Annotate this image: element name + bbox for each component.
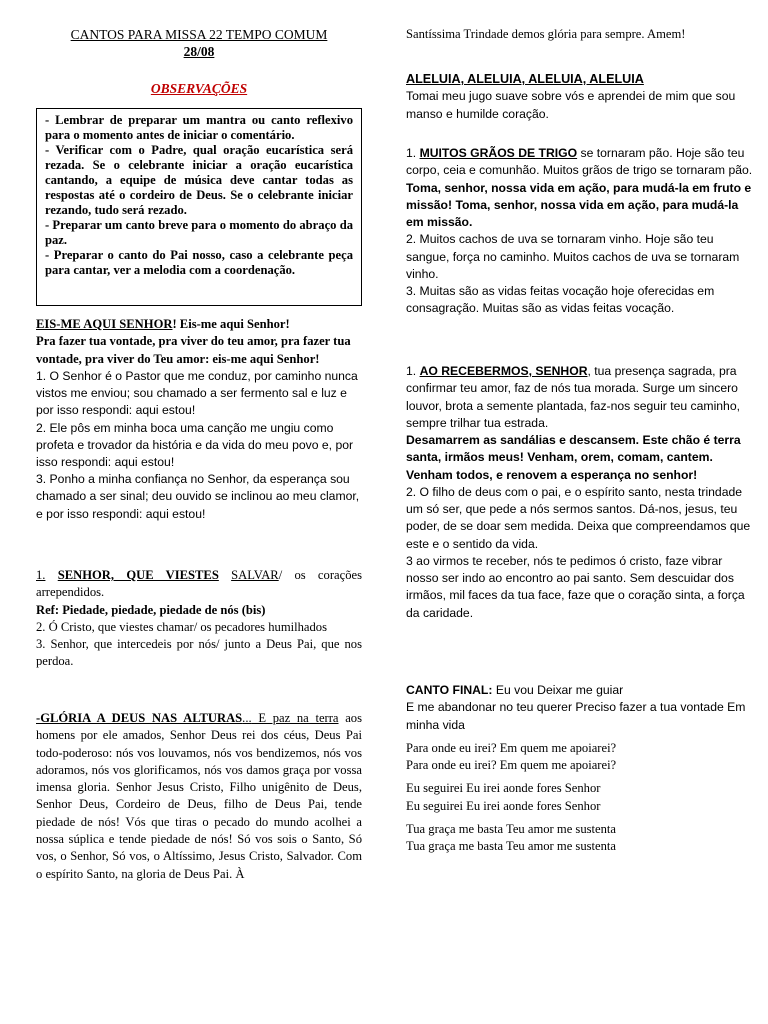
song-title: CANTO FINAL: <box>406 683 493 697</box>
canto-final-line: E me abandonar no teu querer Preciso fazer a tua vontade Em minha vida <box>406 700 746 732</box>
song-heading: EIS-ME AQUI SENHOR! Eis-me aqui Senhor! <box>36 317 290 331</box>
song-verse: 3. Ponho a minha confiança no Senhor, da esperança sou chamado a ser sinal; deu ouvido se inclinou ao meu clamor, e por isso respondi: aqui estou! <box>36 472 360 521</box>
canto-final-line: Para onde eu irei? Em quem me apoiarei? <box>406 740 617 755</box>
song-eis-me-aqui <box>36 316 362 523</box>
song-verse: 3 ao virmos te receber, nós te pedimos ó cristo, faze vibrar nosso ser indo ao encontro ao pai santo. Sem descuidar dos irmãos, mil faces da tua face, faze que o coração sinta, a força da caridade. <box>406 553 745 620</box>
song-refrain: Toma, senhor, nossa vida em ação, para mudá-la em fruto e missão! Toma, senhor, nossa vida em ação, para mudá-la em missão. <box>406 180 752 230</box>
canto-final-line: Tua graça me basta Teu amor me sustenta <box>406 839 617 854</box>
observacao-item: - Preparar um canto breve para o momento do abraço da paz. <box>45 218 353 247</box>
song-title: MUITOS GRÃOS DE TRIGO <box>419 146 578 160</box>
song-heading: 1. AO RECEBERMOS, SENHOR, tua presença sagrada, pra confirmar teu amor, faz de nós tua morada. Surge um sincero louvor, brota a semente plantada, faz-nos seguir teu caminho, sempre trilhar tua estrada. <box>406 364 741 430</box>
song-verse: 2. Ó Cristo, que viestes chamar/ os pecadores humilhados <box>36 619 327 634</box>
observacao-item: - Verificar com o Padre, qual oração eucarística será rezada. Se o celebrante iniciar a oração eucarística cantando, a equipe de música deve cantar todas as respostas até o cordeiro de Deus. Se o celebrante iniciar rezando, tudo será rezado. <box>45 143 353 217</box>
canto-final-line: Eu seguirei Eu irei aonde fores Senhor <box>406 798 601 813</box>
song-refrain: Pra fazer tua vontade, pra viver do teu amor, pra fazer tua vontade, pra viver do Teu amor: eis-me aqui Senhor! <box>36 334 351 366</box>
song-title: SENHOR, QUE VIESTES <box>57 568 219 582</box>
observacao-item: - Lembrar de preparar um mantra ou canto reflexivo para o momento antes de iniciar o comentário. <box>45 113 353 142</box>
song-heading: CANTO FINAL: Eu vou Deixar me guiar <box>406 683 624 697</box>
song-ao-recebermos <box>406 363 758 622</box>
canto-final-line: Eu seguirei Eu irei aonde fores Senhor <box>406 781 601 796</box>
song-heading: 1. MUITOS GRÃOS DE TRIGO se tornaram pão. Hoje são teu corpo, ceia e comunhão. Muitos grãos de trigo se tornaram pão. <box>406 146 753 178</box>
song-aleluia <box>406 71 758 123</box>
observacao-item: - Preparar o canto do Pai nosso, caso a celebrante peça para cantar, ver a melodia com a coordenação. <box>45 248 353 277</box>
song-verse: 1. O Senhor é o Pastor que me conduz, por caminho nunca vistos me enviou; sou chamado a ser fermento sal e luz e por isso respondi: aqui estou! <box>36 368 358 418</box>
page-title <box>36 26 362 60</box>
song-verse: 3. Muitas são as vidas feitas vocação hoje oferecidas em consagração. Muitas são as vidas feitas vocação. <box>406 284 715 316</box>
canto-final-line: Tua graça me basta Teu amor me sustenta <box>406 822 617 837</box>
observacoes-heading: OBSERVAÇÕES <box>150 81 248 96</box>
song-canto-final <box>406 682 758 856</box>
song-heading: 1. SENHOR, QUE VIESTES SALVAR/ os corações arrependidos. <box>36 568 362 600</box>
song-title: AO RECEBERMOS, SENHOR <box>419 364 588 378</box>
gloria-continuation: Santíssima Trindade demos glória para sempre. Amem! <box>406 27 686 41</box>
aleluia-text: Tomai meu jugo suave sobre vós e aprendei de mim que sou manso e humilde coração. <box>406 89 736 121</box>
song-verse: 2. Muitos cachos de uva se tornaram vinho. Hoje são teu sangue, força no caminho. Muitos cachos de uva se tornaram vinho. <box>406 232 740 281</box>
observacoes-box <box>36 108 362 306</box>
mass-title: CANTOS PARA MISSA 22 TEMPO COMUM <box>70 27 328 42</box>
canto-final-line: Para onde eu irei? Em quem me apoiarei? <box>406 758 617 773</box>
song-verse: 2. O filho de deus com o pai, e o espírito santo, nesta trindade um só ser, que pede a nós sermos santos. Dá-nos, jesus, teu poder, de se doar sem medida. Deixa que compreendamos que este e o sentido da vida. <box>406 485 751 551</box>
song-verse: 3. Senhor, que intercedeis por nós/ junto a Deus Pai, que nos perdoa. <box>36 637 362 669</box>
song-refrain: Desamarrem as sandálias e descansem. Este chão é terra santa, irmãos meus! Venham, orem, comam, cantem. Venham todos, e renovem a esperança no senhor! <box>406 433 741 482</box>
song-gloria <box>36 710 362 883</box>
mass-date: 28/08 <box>183 44 215 59</box>
gloria-text: -GLÓRIA A DEUS NAS ALTURAS... E paz na terra aos homens por ele amados, Senhor Deus rei dos céus, Deus Pai todo-poderoso: nós vos louvamos, nós vos bendizemos, nós vos adoramos, nós vos glorificamos, nós vos damos graça por vossa imensa gloria. Senhor Jesus Cristo, Filho unigênito de Deus, Senhor Deus, Cordeiro de Deus, filho de Deus Pai, tende piedade de nós! Vós que tiras o pecado do mundo acolhei a nossa súplica e tende piedade de nós! Só vos sois o Santo, Só vos, o Senhor, Só vos, o Altíssimo, Jesus Cristo, Salvador. Com o espírito Santo, na gloria de Deus Pai. À <box>36 711 362 881</box>
song-verse: 2. Ele pôs em minha boca uma canção me ungiu como profeta e trovador da história e da vida do meu povo e, por isso respondi: aqui estou! <box>36 420 354 469</box>
song-title: ALELUIA, ALELUIA, ALELUIA, ALELUIA <box>406 72 644 86</box>
song-muitos-graos <box>406 145 758 318</box>
song-title: EIS-ME AQUI SENHOR <box>36 317 173 331</box>
song-title: -GLÓRIA A DEUS NAS ALTURAS <box>36 711 243 725</box>
song-senhor-que-viestes <box>36 567 362 671</box>
song-refrain: Ref: Piedade, piedade, piedade de nós (bis) <box>36 602 266 617</box>
